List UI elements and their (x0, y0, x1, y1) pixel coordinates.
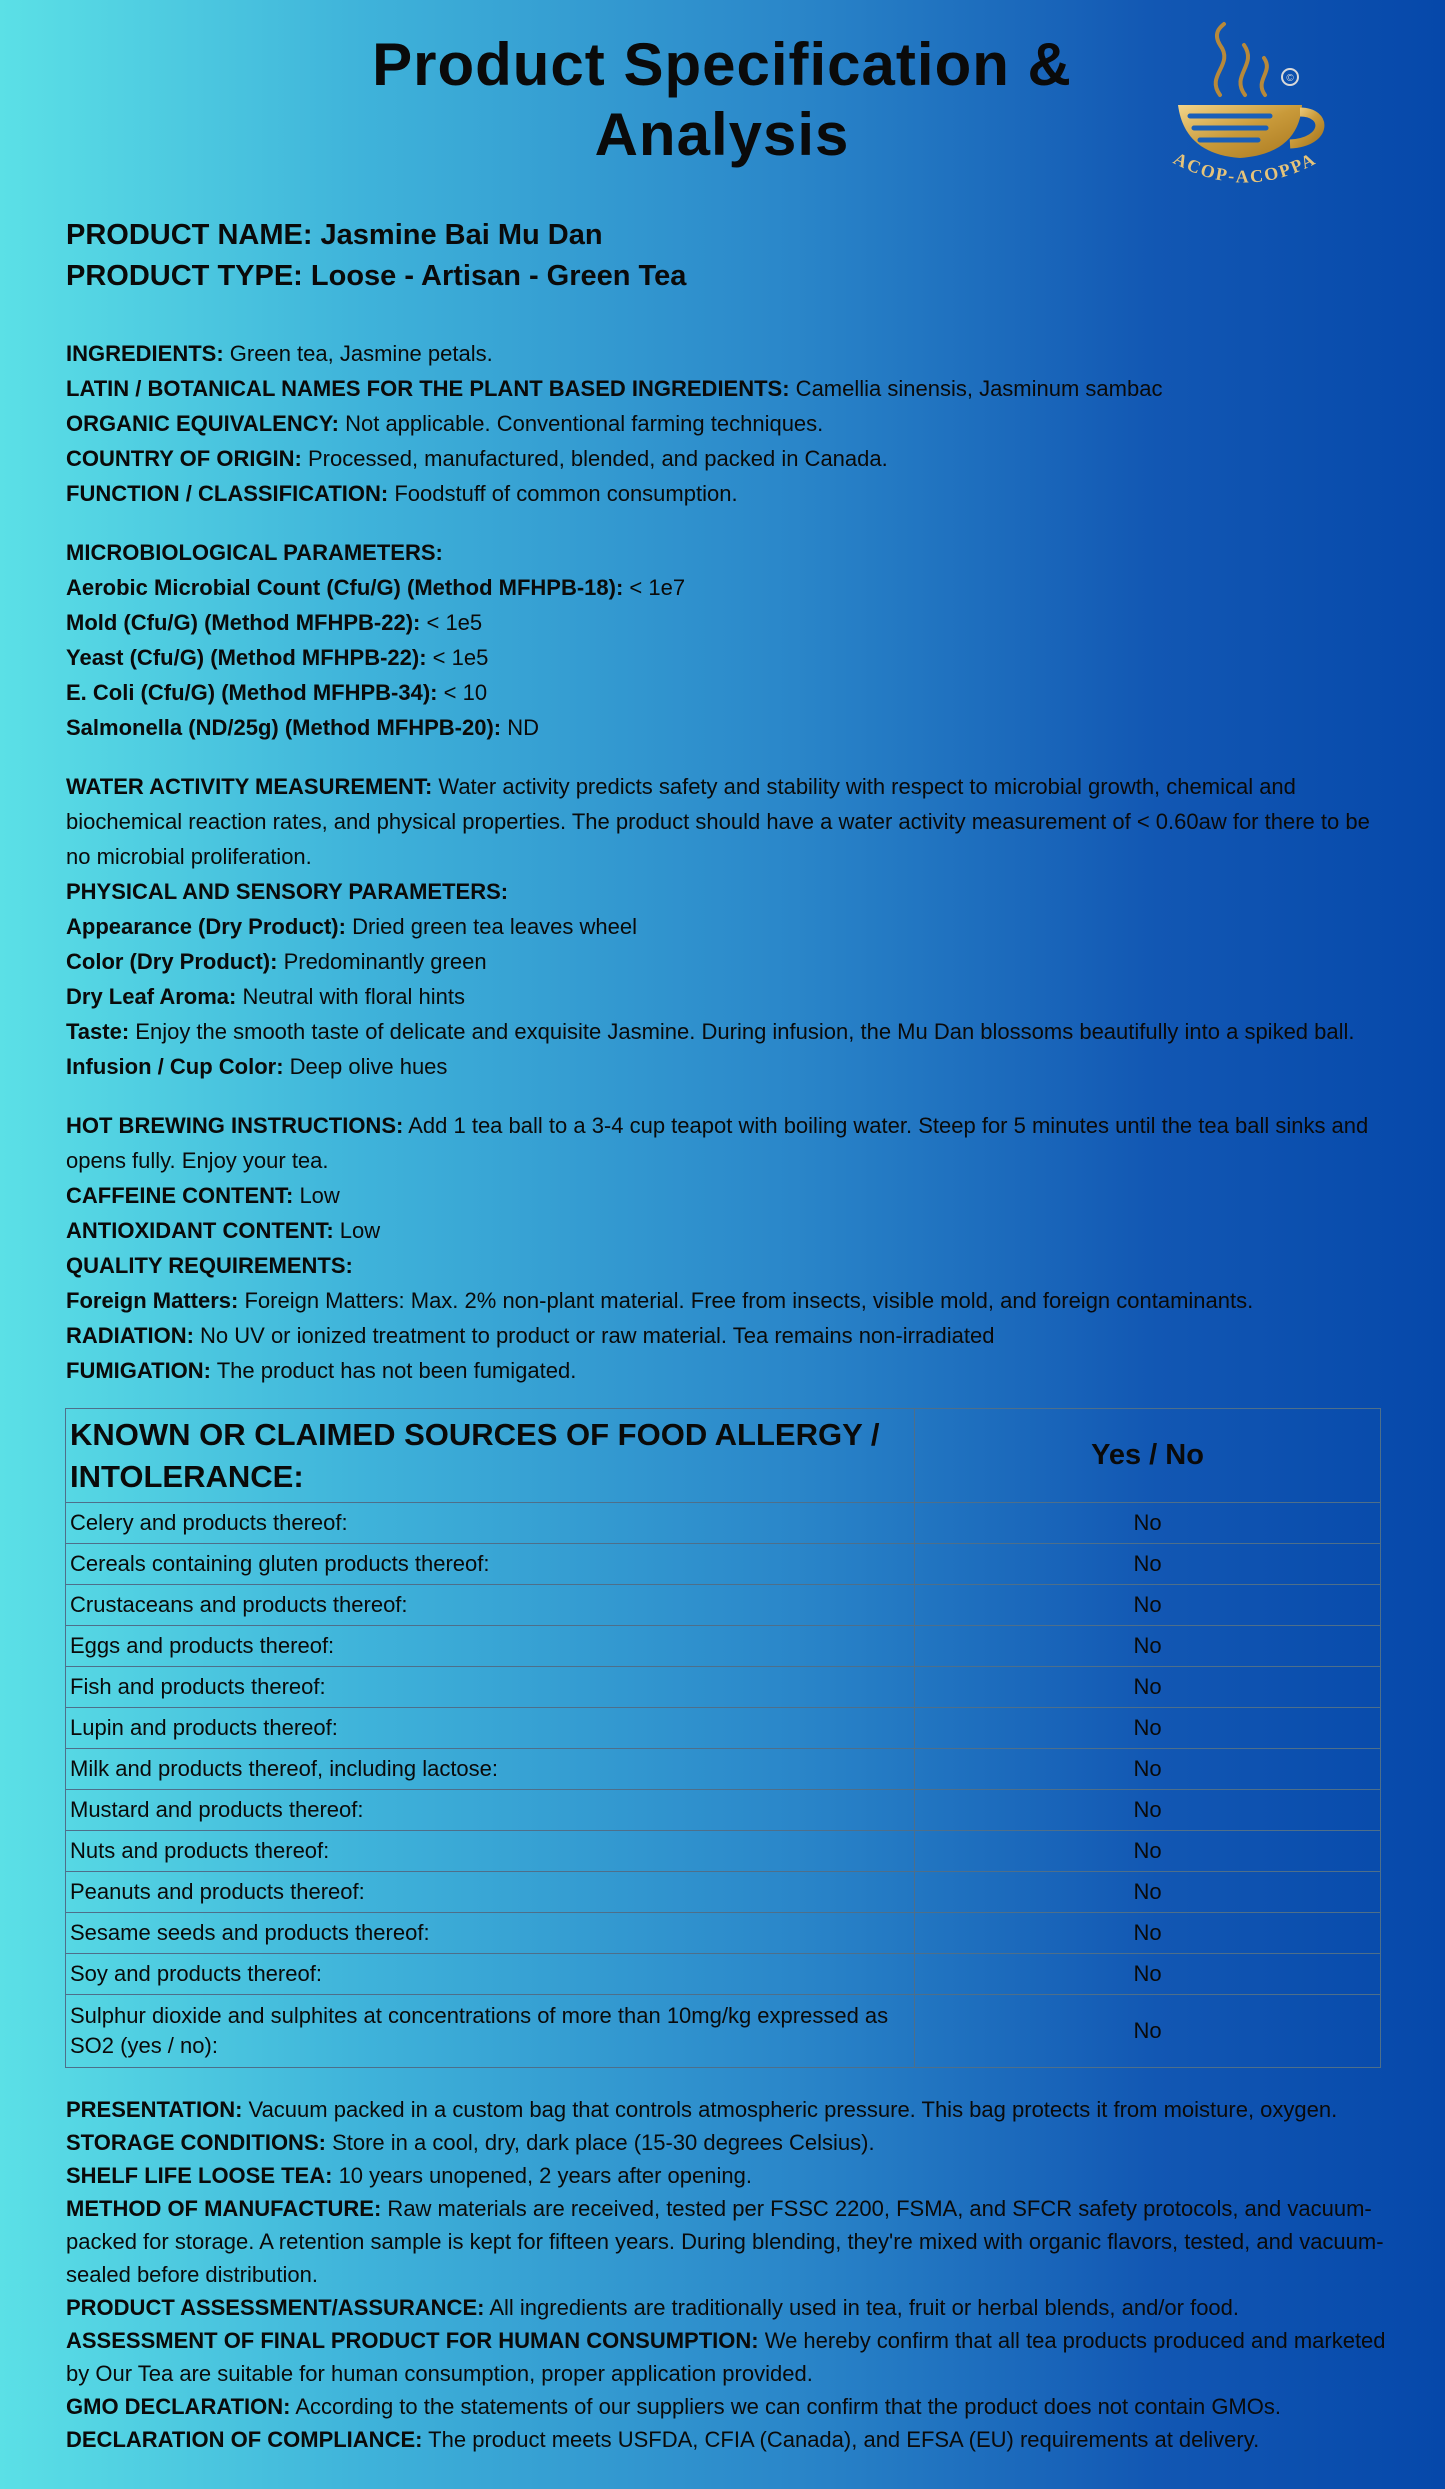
compliance-line: DECLARATION OF COMPLIANCE: The product meets USFDA, CFIA (Canada), and EFSA (EU) requirements at delivery. (66, 2427, 1260, 2452)
caffeine-line: CAFFEINE CONTENT: Low (66, 1183, 340, 1208)
table-row (66, 1954, 1381, 1995)
appearance-line: Appearance (Dry Product): Dried green tea leaves wheel (66, 914, 638, 939)
allergen-cell: Eggs and products thereof: (66, 1626, 915, 1667)
quality-heading: QUALITY REQUIREMENTS: (66, 1253, 353, 1278)
human-consumption-line: ASSESSMENT OF FINAL PRODUCT FOR HUMAN CONSUMPTION: We hereby confirm that all tea products produced and marketed by Our Tea are suitable for human consumption, proper application provided. (66, 2328, 1386, 2386)
answer-cell: No (915, 1544, 1381, 1585)
shelf-life-line: SHELF LIFE LOOSE TEA: 10 years unopened, 2 years after opening. (66, 2163, 752, 2188)
function-line: FUNCTION / CLASSIFICATION: Foodstuff of common consumption. (66, 481, 738, 506)
answer-cell: No (915, 1667, 1381, 1708)
page-title: Product Specification & Analysis (372, 31, 1072, 168)
gmo-line: GMO DECLARATION: According to the statements of our suppliers we can confirm that the product does not contain GMOs. (66, 2394, 1281, 2419)
assessment-line: PRODUCT ASSESSMENT/ASSURANCE: All ingredients are traditionally used in tea, fruit or herbal blends, and/or food. (66, 2295, 1240, 2320)
allergen-cell: Fish and products thereof: (66, 1667, 915, 1708)
table-row (66, 1667, 1381, 1708)
presentation-line: PRESENTATION: Vacuum packed in a custom bag that controls atmospheric pressure. This bag protects it from moisture, oxygen. (66, 2097, 1338, 2122)
allergen-cell: Sulphur dioxide and sulphites at concentrations of more than 10mg/kg expressed as SO2 (yes / no): (66, 1995, 915, 2068)
allergen-cell: Milk and products thereof, including lactose: (66, 1749, 915, 1790)
table-row (66, 1585, 1381, 1626)
table-row (66, 1790, 1381, 1831)
answer-cell: No (915, 1749, 1381, 1790)
physical-heading: PHYSICAL AND SENSORY PARAMETERS: (66, 879, 509, 904)
salmonella-line: Salmonella (ND/25g) (Method MFHPB-20): ND (66, 715, 540, 740)
answer-cell: No (915, 1954, 1381, 1995)
botanical-names-line: LATIN / BOTANICAL NAMES FOR THE PLANT BASED INGREDIENTS: Camellia sinensis, Jasminum sambac (66, 376, 1163, 401)
micro-heading: MICROBIOLOGICAL PARAMETERS: (66, 540, 443, 565)
ingredients-line: INGREDIENTS: Green tea, Jasmine petals. (66, 341, 493, 366)
answer-cell: No (915, 1913, 1381, 1954)
table-row (66, 1749, 1381, 1790)
answer-cell: No (915, 1872, 1381, 1913)
allergy-table (65, 1408, 1381, 2068)
table-row (66, 1913, 1381, 1954)
logo-copyright-mark: © (1286, 73, 1294, 84)
table-row (66, 1995, 1381, 2068)
allergy-header-row (66, 1409, 1381, 1503)
table-row (66, 1503, 1381, 1544)
allergen-cell: Celery and products thereof: (66, 1503, 915, 1544)
allergen-cell: Sesame seeds and products thereof: (66, 1913, 915, 1954)
mold-line: Mold (Cfu/G) (Method MFHPB-22): < 1e5 (66, 610, 483, 635)
allergen-cell: Cereals containing gluten products thereof: (66, 1544, 915, 1585)
yeast-line: Yeast (Cfu/G) (Method MFHPB-22): < 1e5 (66, 645, 489, 670)
product-type: PRODUCT TYPE: Loose - Artisan - Green Tea (66, 260, 687, 292)
answer-cell: No (915, 1585, 1381, 1626)
radiation-line: RADIATION: No UV or ionized treatment to product or raw material. Tea remains non-irradiated (66, 1323, 995, 1348)
answer-cell: No (915, 1626, 1381, 1667)
answer-cell: No (915, 1995, 1381, 2068)
footer-section (66, 2093, 1386, 2456)
origin-line: COUNTRY OF ORIGIN: Processed, manufactured, blended, and packed in Canada. (66, 446, 888, 471)
table-row (66, 1708, 1381, 1749)
aerobic-line: Aerobic Microbial Count (Cfu/G) (Method MFHPB-18): < 1e7 (66, 575, 686, 600)
allergen-cell: Lupin and products thereof: (66, 1708, 915, 1749)
answer-cell: No (915, 1708, 1381, 1749)
general-section (66, 336, 1386, 1388)
manufacture-line: METHOD OF MANUFACTURE: Raw materials are received, tested per FSSC 2200, FSMA, and SFCR safety protocols, and vacuum-packed for storage. A retention sample is kept for fifteen years. During blending, they're mixed with organic flavors, tested, and vacuum-sealed before distribution. (66, 2196, 1384, 2287)
answer-cell: No (915, 1503, 1381, 1544)
allergen-cell: Peanuts and products thereof: (66, 1872, 915, 1913)
answer-cell: No (915, 1790, 1381, 1831)
antioxidant-line: ANTIOXIDANT CONTENT: Low (66, 1218, 381, 1243)
fumigation-line: FUMIGATION: The product has not been fumigated. (66, 1358, 577, 1383)
taste-line: Taste: Enjoy the smooth taste of delicate and exquisite Jasmine. During infusion, the Mu Dan blossoms beautifully into a spiked ball. Infusion / Cup Color: Deep olive hues (66, 1019, 1355, 1079)
water-activity-line: WATER ACTIVITY MEASUREMENT: Water activity predicts safety and stability with respect to microbial growth, chemical and biochemical reaction rates, and physical properties. The product should have a water activity measurement of < 0.60aw for there to be no microbial proliferation. (66, 774, 1370, 869)
allergen-cell: Crustaceans and products thereof: (66, 1585, 915, 1626)
allergy-header-left: KNOWN OR CLAIMED SOURCES OF FOOD ALLERGY / INTOLERANCE: (66, 1409, 915, 1503)
allergen-cell: Soy and products thereof: (66, 1954, 915, 1995)
allergen-cell: Mustard and products thereof: (66, 1790, 915, 1831)
allergen-cell: Nuts and products thereof: (66, 1831, 915, 1872)
color-line: Color (Dry Product): Predominantly green (66, 949, 487, 974)
table-row (66, 1872, 1381, 1913)
organic-line: ORGANIC EQUIVALENCY: Not applicable. Conventional farming techniques. (66, 411, 824, 436)
foreign-matters-line: Foreign Matters: Foreign Matters: Max. 2% non-plant material. Free from insects, visible mold, and foreign contaminants. (66, 1288, 1254, 1313)
brewing-line: HOT BREWING INSTRUCTIONS: Add 1 tea ball to a 3-4 cup teapot with boiling water. Steep for 5 minutes until the tea ball sinks and opens fully. Enjoy your tea. (66, 1113, 1369, 1173)
product-name: PRODUCT NAME: Jasmine Bai Mu Dan (66, 219, 603, 251)
answer-cell: No (915, 1831, 1381, 1872)
tea-cup-logo-icon (1150, 20, 1340, 190)
table-row (66, 1544, 1381, 1585)
table-row (66, 1626, 1381, 1667)
aroma-line: Dry Leaf Aroma: Neutral with floral hints (66, 984, 465, 1009)
ecoli-line: E. Coli (Cfu/G) (Method MFHPB-34): < 10 (66, 680, 488, 705)
table-row (66, 1831, 1381, 1872)
logo-text: ACOP-ACOPPA (1170, 148, 1320, 187)
storage-line: STORAGE CONDITIONS: Store in a cool, dry, dark place (15-30 degrees Celsius). (66, 2130, 875, 2155)
allergy-header-right: Yes / No (915, 1409, 1381, 1503)
